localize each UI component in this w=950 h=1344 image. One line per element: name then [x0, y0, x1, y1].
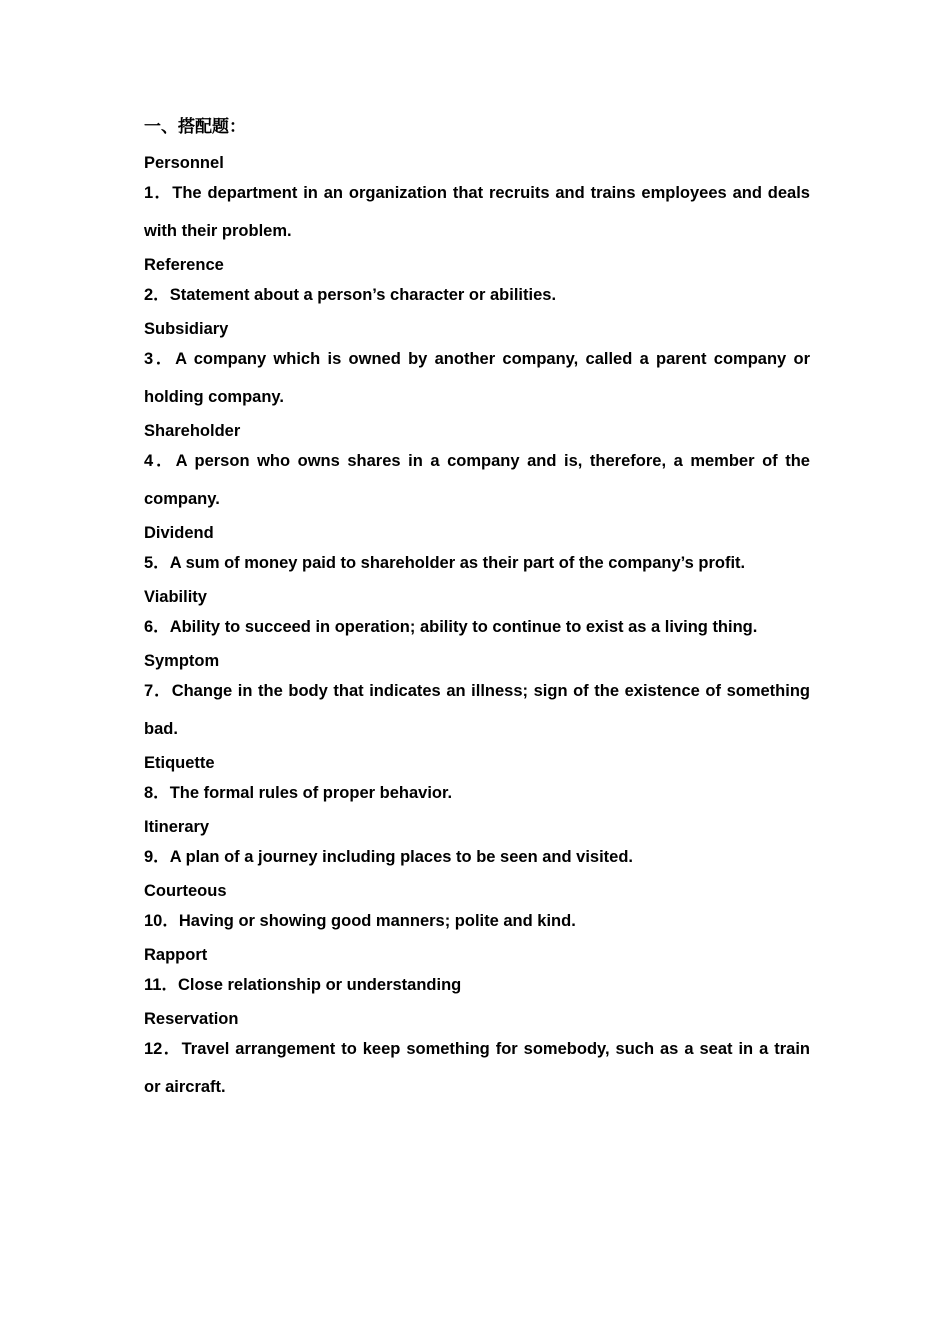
term: Reservation	[144, 1010, 239, 1028]
match-item-11	[144, 944, 810, 1004]
definition-text: Change in the body that indicates an illness; sign of the existence of something bad.	[144, 682, 810, 738]
definition	[144, 1030, 810, 1106]
term: Subsidiary	[144, 320, 229, 338]
match-item-1	[144, 152, 810, 250]
definition-text: A sum of money paid to shareholder as their part of the company’s profit.	[169, 554, 746, 572]
item-number: 2．	[144, 286, 170, 304]
definition-text: A company which is owned by another company, called a parent company or holding company.	[144, 350, 811, 406]
match-item-2	[144, 254, 810, 314]
definition	[144, 966, 810, 1004]
term: Reference	[144, 256, 224, 274]
definition	[144, 442, 810, 518]
term: Shareholder	[144, 422, 241, 440]
item-number: 3．	[144, 350, 176, 368]
item-number: 9．	[144, 848, 170, 866]
item-number: 4．	[144, 452, 176, 470]
definition	[144, 276, 810, 314]
definition	[144, 340, 810, 416]
definition	[144, 838, 810, 876]
spacer	[144, 140, 810, 152]
definition-text: The department in an organization that recruits and trains employees and deals with their problem.	[144, 184, 810, 240]
document-page	[144, 114, 810, 1106]
definition	[144, 902, 810, 940]
definition-text: Close relationship or understanding	[177, 976, 462, 994]
term: Rapport	[144, 946, 208, 964]
term: Personnel	[144, 154, 224, 172]
term: Symptom	[144, 652, 220, 670]
definition-text: The formal rules of proper behavior.	[169, 784, 453, 802]
definition	[144, 544, 810, 582]
definition-text: A plan of a journey including places to be seen and visited.	[169, 848, 634, 866]
term: Courteous	[144, 882, 227, 900]
item-number: 5．	[144, 554, 170, 572]
item-number: 11．	[144, 976, 178, 994]
item-number: 12．	[144, 1040, 182, 1058]
item-number: 8．	[144, 784, 170, 802]
match-item-12	[144, 1008, 810, 1106]
item-number: 6．	[144, 618, 170, 636]
match-item-7	[144, 650, 810, 748]
term: Etiquette	[144, 754, 215, 772]
definition	[144, 672, 810, 748]
match-item-8	[144, 752, 810, 812]
match-item-6	[144, 586, 810, 646]
item-number: 10．	[144, 912, 179, 930]
section-heading: 一、搭配题：	[144, 117, 246, 136]
term: Itinerary	[144, 818, 210, 836]
definition-text: Travel arrangement to keep something for somebody, such as a seat in a train or aircraft.	[144, 1040, 810, 1096]
definition	[144, 608, 810, 646]
definition-text: Statement about a person’s character or abilities.	[169, 286, 557, 304]
match-item-4	[144, 420, 810, 518]
match-item-5	[144, 522, 810, 582]
match-item-10	[144, 880, 810, 940]
definition	[144, 174, 810, 250]
match-item-3	[144, 318, 810, 416]
item-number: 7．	[144, 682, 172, 700]
definition-text: A person who owns shares in a company and is, therefore, a member of the company.	[144, 452, 810, 508]
match-item-9	[144, 816, 810, 876]
definition-text: Having or showing good manners; polite and kind.	[178, 912, 576, 930]
definition	[144, 774, 810, 812]
item-number: 1．	[144, 184, 173, 202]
term: Viability	[144, 588, 207, 606]
term: Dividend	[144, 524, 214, 542]
definition-text: Ability to succeed in operation; ability to continue to exist as a living thing.	[169, 618, 758, 636]
